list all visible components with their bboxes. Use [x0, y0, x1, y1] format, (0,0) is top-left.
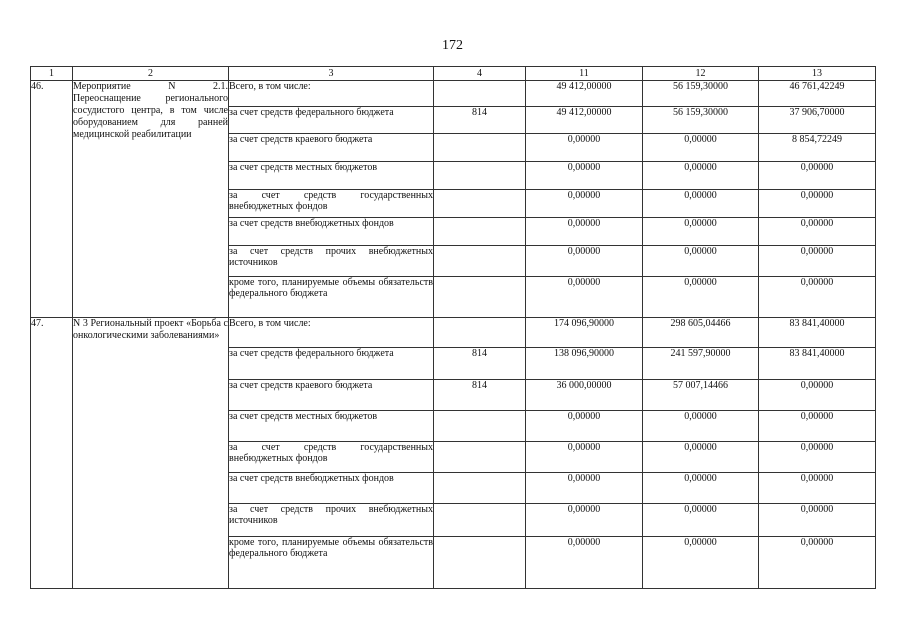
value-col-11: 138 096,90000	[526, 348, 643, 380]
value-col-13: 0,00000	[759, 162, 876, 190]
value-col-13: 0,00000	[759, 537, 876, 589]
value-col-11: 174 096,90000	[526, 318, 643, 348]
value-col-12: 57 007,14466	[643, 380, 759, 411]
value-col-12: 0,00000	[643, 218, 759, 246]
funding-source: за счет средств прочих внебюджетных источников	[229, 246, 434, 277]
table-row	[31, 318, 876, 348]
value-col-11: 0,00000	[526, 246, 643, 277]
value-col-13: 83 841,40000	[759, 318, 876, 348]
budget-code	[434, 134, 526, 162]
table-row	[31, 81, 876, 107]
value-col-11: 0,00000	[526, 190, 643, 218]
funding-source: кроме того, планируемые объемы обязательств федерального бюджета	[229, 537, 434, 589]
value-col-12: 0,00000	[643, 246, 759, 277]
value-col-11: 0,00000	[526, 504, 643, 537]
budget-code: 814	[434, 107, 526, 134]
value-col-12: 241 597,90000	[643, 348, 759, 380]
budget-code	[434, 504, 526, 537]
value-col-13: 0,00000	[759, 473, 876, 504]
budget-code	[434, 218, 526, 246]
value-col-13: 0,00000	[759, 218, 876, 246]
table-body	[31, 81, 876, 589]
funding-source: за счет средств краевого бюджета	[229, 380, 434, 411]
funding-source: за счет средств государственных внебюджетных фондов	[229, 442, 434, 473]
value-col-11: 0,00000	[526, 537, 643, 589]
value-col-11: 49 412,00000	[526, 81, 643, 107]
value-col-12: 0,00000	[643, 442, 759, 473]
funding-source: Всего, в том числе:	[229, 81, 434, 107]
value-col-11: 49 412,00000	[526, 107, 643, 134]
value-col-11: 0,00000	[526, 473, 643, 504]
value-col-13: 0,00000	[759, 277, 876, 318]
value-col-13: 0,00000	[759, 190, 876, 218]
header-cell: 1	[31, 67, 73, 81]
funding-source: за счет средств краевого бюджета	[229, 134, 434, 162]
budget-code	[434, 162, 526, 190]
budget-code	[434, 277, 526, 318]
funding-source: кроме того, планируемые объемы обязательств федерального бюджета	[229, 277, 434, 318]
value-col-12: 0,00000	[643, 411, 759, 442]
funding-source: за счет средств местных бюджетов	[229, 162, 434, 190]
value-col-13: 0,00000	[759, 411, 876, 442]
budget-table	[30, 66, 876, 589]
row-number: 47.	[31, 318, 73, 589]
value-col-12: 0,00000	[643, 504, 759, 537]
value-col-13: 46 761,42249	[759, 81, 876, 107]
budget-code	[434, 411, 526, 442]
budget-code	[434, 190, 526, 218]
budget-code	[434, 537, 526, 589]
funding-source: за счет средств государственных внебюджетных фондов	[229, 190, 434, 218]
value-col-12: 0,00000	[643, 473, 759, 504]
budget-code: 814	[434, 380, 526, 411]
header-cell: 2	[73, 67, 229, 81]
header-row	[31, 67, 876, 81]
value-col-12: 298 605,04466	[643, 318, 759, 348]
value-col-13: 37 906,70000	[759, 107, 876, 134]
header-cell: 3	[229, 67, 434, 81]
budget-code	[434, 473, 526, 504]
row-number: 46.	[31, 81, 73, 318]
value-col-13: 0,00000	[759, 442, 876, 473]
value-col-12: 56 159,30000	[643, 107, 759, 134]
value-col-11: 36 000,00000	[526, 380, 643, 411]
funding-source: за счет средств внебюджетных фондов	[229, 218, 434, 246]
value-col-11: 0,00000	[526, 134, 643, 162]
value-col-13: 8 854,72249	[759, 134, 876, 162]
value-col-12: 0,00000	[643, 162, 759, 190]
value-col-12: 0,00000	[643, 190, 759, 218]
funding-source: за счет средств внебюджетных фондов	[229, 473, 434, 504]
header-cell: 12	[643, 67, 759, 81]
measure-name: N 3 Региональный проект «Борьба с онкологическими заболеваниями»	[73, 318, 229, 589]
funding-source: за счет средств федерального бюджета	[229, 107, 434, 134]
value-col-13: 83 841,40000	[759, 348, 876, 380]
header-cell: 11	[526, 67, 643, 81]
funding-source: Всего, в том числе:	[229, 318, 434, 348]
budget-code: 814	[434, 348, 526, 380]
value-col-13: 0,00000	[759, 246, 876, 277]
budget-code	[434, 81, 526, 107]
value-col-11: 0,00000	[526, 411, 643, 442]
budget-code	[434, 318, 526, 348]
page-number: 172	[442, 38, 463, 53]
value-col-13: 0,00000	[759, 380, 876, 411]
value-col-13: 0,00000	[759, 504, 876, 537]
value-col-12: 0,00000	[643, 134, 759, 162]
funding-source: за счет средств местных бюджетов	[229, 411, 434, 442]
value-col-12: 56 159,30000	[643, 81, 759, 107]
value-col-12: 0,00000	[643, 277, 759, 318]
value-col-12: 0,00000	[643, 537, 759, 589]
funding-source: за счет средств федерального бюджета	[229, 348, 434, 380]
value-col-11: 0,00000	[526, 277, 643, 318]
header-cell: 13	[759, 67, 876, 81]
budget-code	[434, 442, 526, 473]
value-col-11: 0,00000	[526, 162, 643, 190]
measure-name: Мероприятие N 2.1. Переоснащение регионального сосудистого центра, в том числе оборудованием для ранней медицинской реабилитации	[73, 81, 229, 318]
budget-code	[434, 246, 526, 277]
funding-source: за счет средств прочих внебюджетных источников	[229, 504, 434, 537]
value-col-11: 0,00000	[526, 218, 643, 246]
value-col-11: 0,00000	[526, 442, 643, 473]
header-cell: 4	[434, 67, 526, 81]
